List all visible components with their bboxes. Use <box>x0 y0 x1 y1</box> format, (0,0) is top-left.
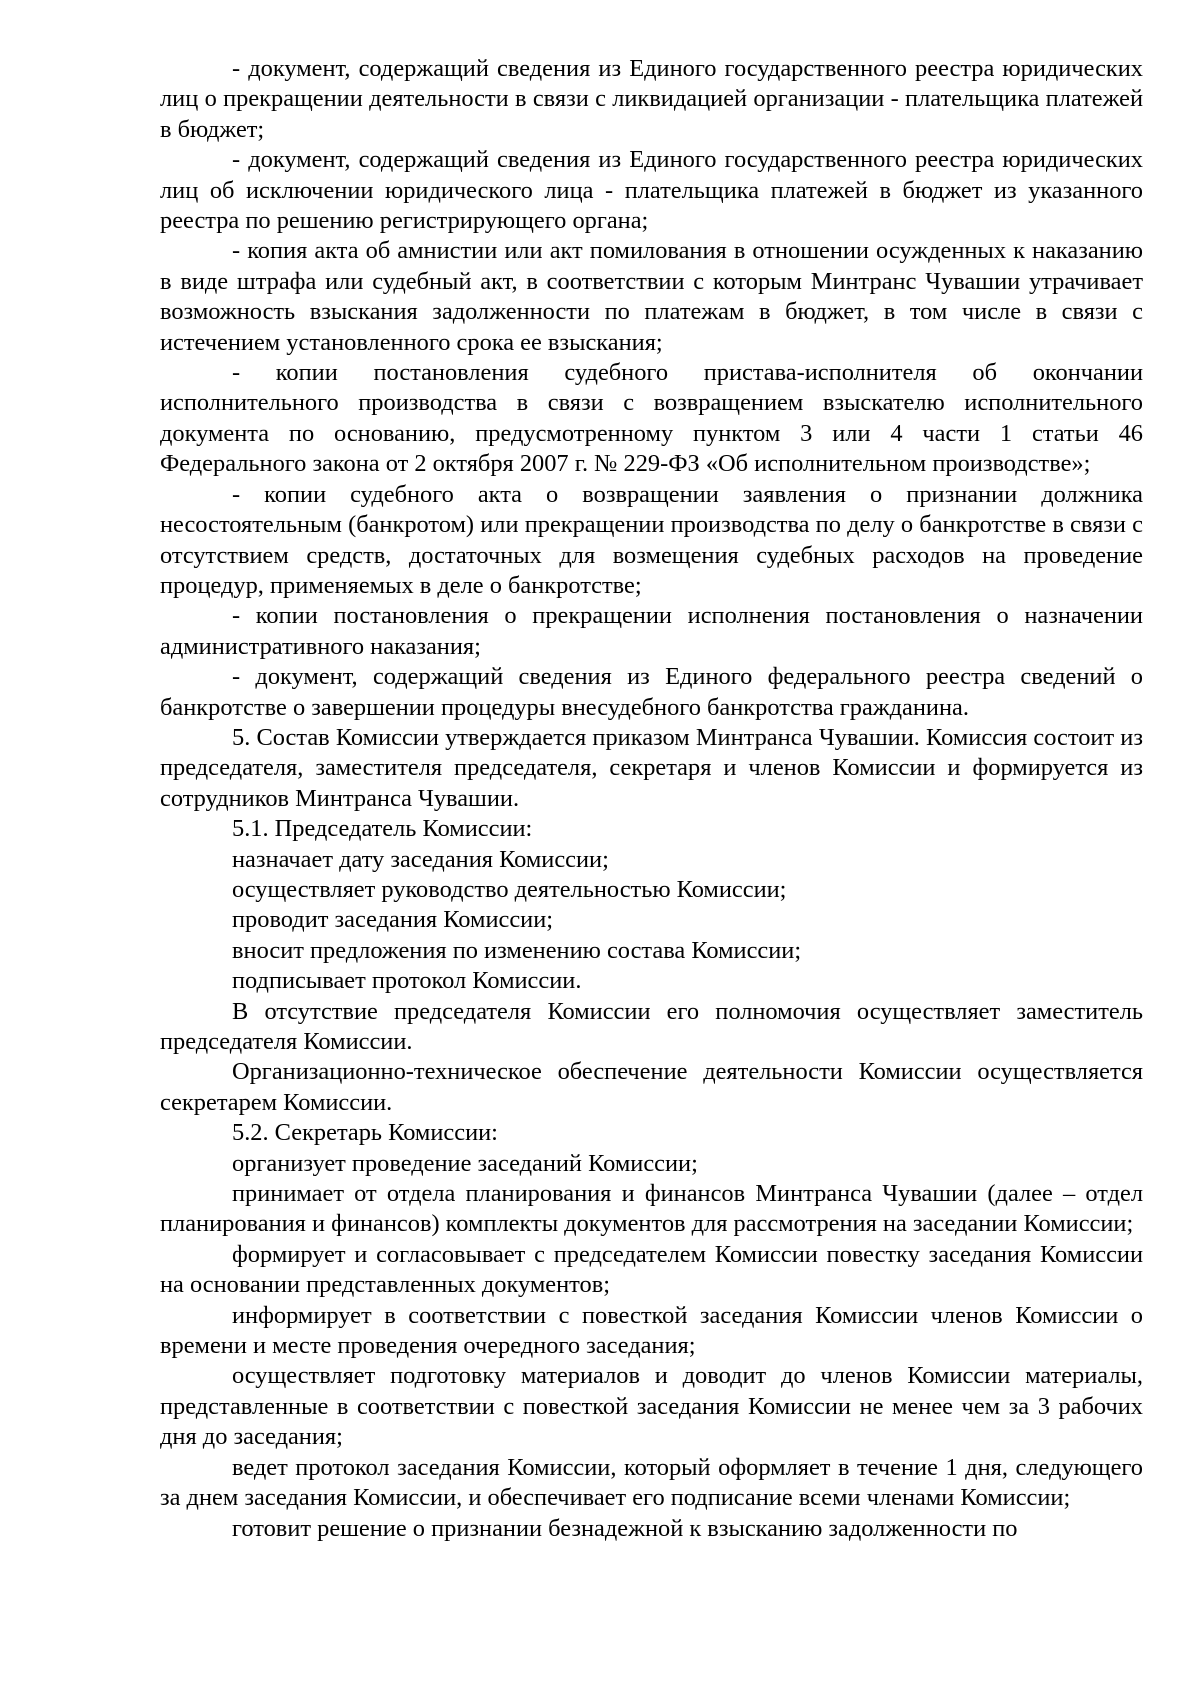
paragraph-section-5: 5. Состав Комиссии утверждается приказом Минтранса Чувашии. Комиссия состоит из председателя, заместителя председателя, секретаря и членов Комиссии и формируется из сотрудников Минтранса Чувашии. <box>160 723 1143 812</box>
paragraph-egrul-liquidation: - документ, содержащий сведения из Единого государственного реестра юридических лиц о прекращении деятельности в связи с ликвидацией организации - плательщика платежей в бюджет; <box>160 55 1143 143</box>
list-item-chair-duty: вносит предложения по изменению состава Комиссии; <box>232 936 802 964</box>
list-item-secretary-duty: готовит решение о признании безнадежной к взысканию задолженности по <box>232 1514 1018 1542</box>
paragraph-bailiff-resolution: - копии постановления судебного пристава-исполнителя об окончании исполнительного производства в связи с возвращением взыскателю исполнительного документа по основанию, предусмотренному пунктом 3 или 4 части 1 статьи 46 Федерального закона от 2 октября 2007 г. № 229-ФЗ «Об исполнительном производстве»; <box>160 359 1143 478</box>
list-item-secretary-duty: осуществляет подготовку материалов и доводит до членов Комиссии материалы, представленные в соответствии с повесткой заседания Комиссии не менее чем за 3 рабочих дня до заседания; <box>160 1362 1143 1451</box>
list-item-secretary-duty: ведет протокол заседания Комиссии, который оформляет в течение 1 дня, следующего за днем заседания Комиссии, и обеспечивает его подписание всеми членами Комиссии; <box>160 1453 1143 1512</box>
paragraph-deputy-chair: В отсутствие председателя Комиссии его полномочия осуществляет заместитель председателя Комиссии. <box>160 997 1143 1055</box>
heading-section-5-2: 5.2. Секретарь Комиссии: <box>232 1119 498 1147</box>
paragraph-amnesty-act: - копия акта об амнистии или акт помилования в отношении осужденных к наказанию в виде штрафа или судебный акт, в соответствии с которым Минтранс Чувашии утрачивает возможность взыскания задолженности по платежам в бюджет, в том числе в связи с истечением установленного срока ее взыскания; <box>160 237 1143 356</box>
paragraph-organizational-support: Организационно-техническое обеспечение деятельности Комиссии осуществляется секретарем Комиссии. <box>160 1058 1143 1116</box>
list-item-secretary-duty: организует проведение заседаний Комиссии; <box>232 1149 698 1177</box>
paragraph-court-act-bankruptcy: - копии судебного акта о возвращении заявления о признании должника несостоятельным (банкротом) или прекращении производства по делу о банкротстве в связи с отсутствием средств, достаточных для возмещения судебных расходов на проведение процедур, применяемых в деле о банкротстве; <box>160 480 1143 599</box>
paragraph-extrajudicial-bankruptcy: - документ, содержащий сведения из Единого федерального реестра сведений о банкротстве о завершении процедуры внесудебного банкротства гражданина. <box>160 663 1143 721</box>
heading-section-5-1: 5.1. Председатель Комиссии: <box>232 815 533 843</box>
list-item-chair-duty: подписывает протокол Комиссии. <box>232 967 582 995</box>
list-item-chair-duty: назначает дату заседания Комиссии; <box>232 845 609 873</box>
list-item-chair-duty: осуществляет руководство деятельностью Комиссии; <box>232 875 787 903</box>
list-item-chair-duty: проводит заседания Комиссии; <box>232 906 554 934</box>
paragraph-egrul-exclusion: - документ, содержащий сведения из Единого государственного реестра юридических лиц об исключении юридического лица - плательщика платежей в бюджет из указанного реестра по решению регистрирующего органа; <box>160 146 1143 235</box>
paragraph-termination-resolution: - копии постановления о прекращении исполнения постановления о назначении административного наказания; <box>160 602 1143 660</box>
document-page <box>160 54 1143 1544</box>
list-item-secretary-duty: информирует в соответствии с повесткой заседания Комиссии членов Комиссии о времени и месте проведения очередного заседания; <box>160 1301 1143 1360</box>
list-item-secretary-duty: принимает от отдела планирования и финансов Минтранса Чувашии (далее – отдел планирования и финансов) комплекты документов для рассмотрения на заседании Комиссии; <box>160 1180 1143 1238</box>
list-item-secretary-duty: формирует и согласовывает с председателем Комиссии повестку заседания Комиссии на основании представленных документов; <box>160 1240 1143 1299</box>
